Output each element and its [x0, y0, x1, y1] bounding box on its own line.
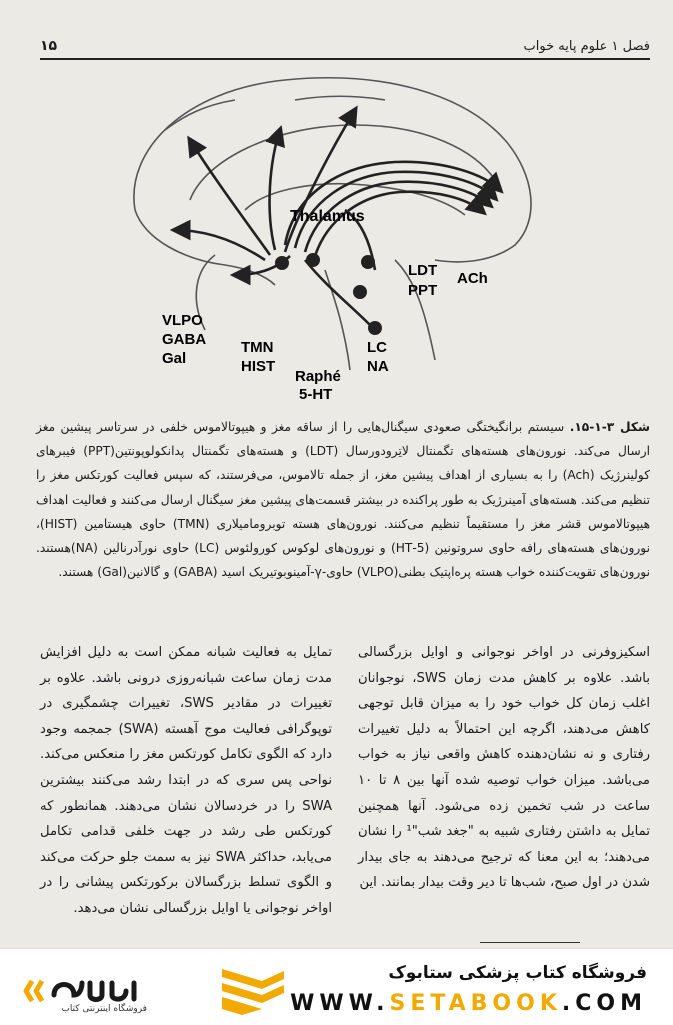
url-prefix: WWW. [290, 991, 390, 1016]
body-column-left: تمایل به فعالیت شبانه ممکن است به دلیل افزایش مدت زمان ساعت شبانه‌روزی درونی باشد. علاوه بر تغییرات در مقادیر SWS، تغییرات چشمگیری در توپوگرافی فعالیت موج آهسته (SWA) جمجمه وجود دارد که الگوی تکامل کورتکس مغز را منعکس می‌کند. نواحی پس سری که در ابتدا رشد می‌کنند بیشترین SWA را در خردسالان نشان می‌دهند. همانطور که کورتکس طی رشد در جهت خلفی قدامی تکامل می‌یابد، حداکثر SWA نیز به سمت جلو حرکت می‌کند و الگوی تسلط بزرگسالان برکورتکس پیشانی را در اواخر نوجوانی یا اوایل بزرگسالی نشان می‌دهد. [40, 645, 332, 916]
label-ldt: LDT [408, 262, 438, 279]
running-header [40, 34, 650, 60]
label-5ht: 5-HT [299, 386, 333, 400]
setabook-logo[interactable] [22, 961, 292, 1017]
label-raphe: Raphé [295, 368, 341, 385]
url-brand: SETABOOK [389, 991, 562, 1016]
footnote-divider [480, 942, 580, 943]
label-tmn: TMN [241, 339, 274, 356]
page-number: ۱۵ [40, 38, 58, 54]
store-banner [0, 948, 673, 1025]
shop-title: فروشگاه کتاب پزشکی ستابوک [388, 963, 647, 983]
label-lc: LC [367, 339, 387, 356]
figure-caption [36, 415, 650, 584]
chapter-title: فصل ۱ علوم پایه خواب [523, 38, 650, 54]
brain-arousal-diagram [95, 70, 545, 400]
body-column-right: اسکیزوفرنی در اواخر نوجوانی و اوایل بزرگسالی باشد. علاوه بر کاهش مدت زمان SWS، نوجوانان اغلب زمان کل خواب خود را به میزان قابل توجهی کاهش می‌دهند، اگرچه این احتمالاً به دلیل تغییرات رفتاری و نه نشان‌دهنده کاهش واقعی نیاز به خواب می‌باشد. میزان خواب توصیه شده آنها بین ۸ تا ۱۰ ساعت در شب تخمین زده می‌شود. آنها همچنین تمایل به داشتن رفتاری شبیه به "جغد شب"¹ را نشان می‌دهند؛ به این معنا که ترجیح می‌دهند به جای بیدار شدن در اول صبح، شب‌ها تا دیر وقت بیدار بمانند. این [358, 645, 650, 891]
label-vlpo: VLPO [162, 312, 203, 329]
label-gal: Gal [162, 350, 187, 367]
shop-url[interactable] [290, 991, 647, 1016]
label-na: NA [367, 358, 389, 375]
label-hist: HIST [241, 358, 276, 375]
label-ach: ACh [457, 270, 488, 287]
label-ppt: PPT [408, 282, 438, 299]
label-thalamus: Thalamus [290, 208, 365, 225]
url-suffix: .COM [561, 991, 647, 1016]
label-gaba: GABA [162, 331, 207, 348]
logo-subtitle: فروشگاه اینترنتی کتاب [61, 1004, 147, 1014]
caption-text: سیستم برانگیختگی صعودی سیگنال‌هایی را از ساقه مغز و هیپوتالاموس خلفی در سرتاسر پیشین مغز ارسال می‌کند. نورون‌های هسته‌های تگمنتال لاتِرودورسال (LDT) و هسته‌های تگمنتال پدانکولوپونتین(PPT) فیبرهای کولینرژیک (Ach) را به بسیاری از اهداف پیشین مغز، از جمله تالاموس، می‌فرستند، که سپس فعالیت کورتکس مغز را تنظیم می‌کند. هسته‌های آمینرژیک به طور پراکنده در بیشتر قسمت‌های پیشین مغز سیگنال ارسال می‌کنند و فعالیت اهداف هیپوتالاموس قشر مغز را مستقیماً تنظیم می‌کنند. نورون‌های هسته توبرومامیلاری (TMN) حاوی هیستامین (HIST)، نورون‌های هسته‌های رافه حاوی سروتونین (5-HT) و نورون‌های لوکوس کورولئوس (LC) حاوی نورآدرنالین (NA)هستند. نورون‌های تقویت‌کننده خواب هسته پره‌اپتیک بطنی(VLPO) حاوی-γ-آمینوبوتیریک اسید (GABA) و گالانین(Gal) هستند. [36, 420, 651, 580]
caption-label: شکل ۳-۱-۱۵. [569, 420, 650, 434]
